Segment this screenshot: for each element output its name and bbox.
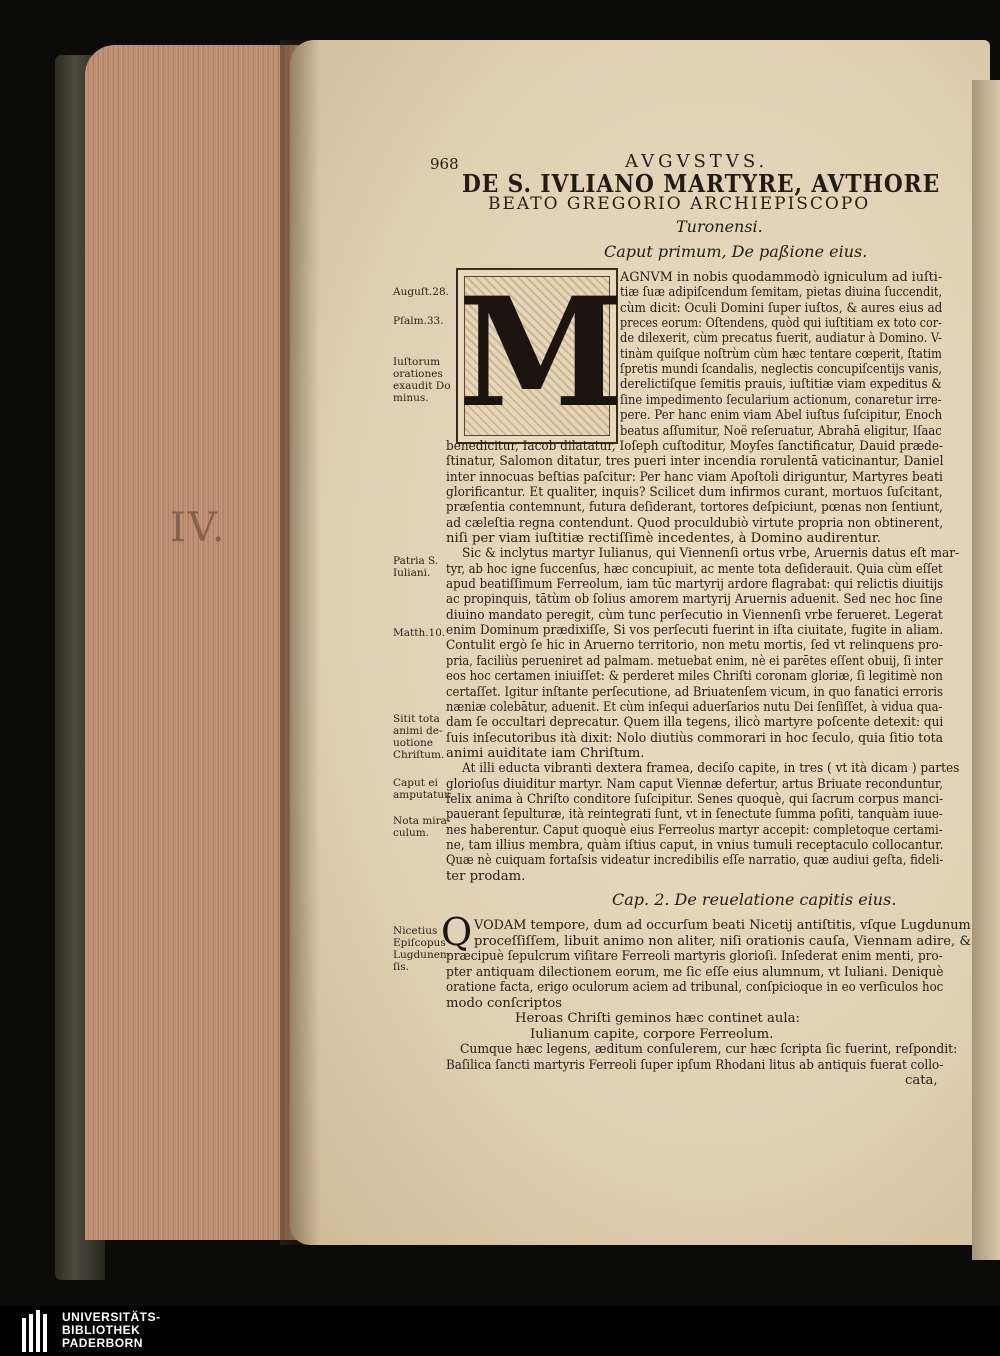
text-line: derelictiſque ſemitis prauis, iuſtitiæ viam expeditus & <box>620 377 942 393</box>
chapter-1-heading: Caput primum, De paßione eius. <box>604 242 868 261</box>
margin-note: Iuſtorum orationes exaudit Do minus. <box>393 356 451 404</box>
text-line: pria, faciliùs perueniret ad palmam. metuebat enim, nè ei parētes eſſent obuij, ſi inter <box>446 653 943 669</box>
library-name-line-3: PADERBORN <box>62 1336 143 1350</box>
page-gutter <box>280 40 320 1245</box>
title-line-1: DE S. IVLIANO MARTYRE, AVTHORE <box>462 169 941 198</box>
text-line: felix anima à Chriſto conditore ſuſcipitur. Senes quoquè, qui ſacrum corpus manci- <box>446 791 944 807</box>
text-line: pter antiquam dilectionem eorum, me ſic eſſe eius alumnum, vt Iuliani. Deniquè <box>446 964 944 980</box>
text-line: ne, tam illius membra, quàm iſtius caput, in vnius tumuli receptaculo collocantur. <box>446 837 944 853</box>
text-line: dam ſe occultari deprecatur. Quem illa tegens, ilicò martyre poſcente detexit: qui <box>446 715 944 731</box>
text-line: enim Dominum prædixiſſe, Si vos perſecuti fuerint in iſta ciuitate, fugite in aliam. <box>446 623 944 638</box>
text-line: tyr, ab hoc igne ſuccenſus, hæc concupiuit, ac mente tota deſiderauit. Quia cùm eſſet <box>446 561 943 577</box>
running-head: AVGVSTVS. <box>625 151 769 172</box>
text-line: ac propinquis, tātùm ob ſolius amorem martyrij Aruernis aduenit. Sed nec hoc ſine <box>446 592 943 608</box>
margin-note: Nota mira- culum. <box>393 815 451 839</box>
margin-note: Pſalm.33. <box>393 315 444 327</box>
text-line: glorioſus diuiditur martyr. Nam caput Viennæ defertur, artus Briuate reconduntur, <box>446 776 944 792</box>
text-line: eos hoc certamen iniuiſſet: & perderet miles Chriſti coronam gloriæ, ſi legitimè non <box>446 669 943 685</box>
text-line: Cumque hæc legens, æditum conſulerem, cur hæc ſcripta ſic fuerint, reſpondit: <box>460 1042 958 1057</box>
text-line: inter innocuas beſtias paſcitur: Per hanc viam Apoſtoli diriguntur, Martyres beati <box>446 469 943 485</box>
title-line-3: Turonensi. <box>676 217 763 236</box>
fore-edge-stamp: IV. <box>170 505 227 551</box>
text-line: preces eorum: Oſtendens, quòd qui iuſtitiam ex toto cor- <box>620 316 942 332</box>
text-line: animi auiditate iam Chriſtum. <box>446 745 645 761</box>
text-line: Heroas Chriſti geminos hæc continet aula: <box>515 1011 800 1026</box>
text-line: tiæ ſuæ adipiſcendum ſemitam, pietas diuina ſuccendit, <box>620 285 943 301</box>
initial-letter-q: Q <box>441 910 473 954</box>
text-line: præcipuè ſepulcrum viſitare Ferreoli martyris glorioſi. Inſederat enim menti, pro- <box>446 949 943 964</box>
library-name-line-1: UNIVERSITÄTS- <box>62 1310 161 1324</box>
margin-note: Auguſt.28. <box>393 286 449 298</box>
text-line: cata, <box>905 1073 938 1088</box>
text-line: VODAM tempore, dum ad occurſum beati Nicetij antiſtitis, vſque Lugdunum <box>474 918 971 933</box>
library-name-line-2: BIBLIOTHEK <box>62 1323 141 1337</box>
text-line: Iulianum capite, corpore Ferreolum. <box>530 1026 774 1042</box>
text-line: Contulit ergò ſe hic in Aruerno territorio, non metu mortis, ſed vt relinquens pro- <box>446 638 943 654</box>
decorated-initial-m <box>456 265 625 444</box>
text-line: AGNVM in nobis quodammodò igniculum ad iuſti- <box>620 270 943 285</box>
title-line-2: BEATO GREGORIO ARCHIEPISCOPO <box>488 194 871 214</box>
margin-note: Nicetius Epiſcopus Lugdunen- ſis. <box>393 925 451 973</box>
text-line: apud beatiſſimum Ferreolum, iam tūc martyrij ardore flagrabat: qui relictis diuitijs <box>446 577 944 592</box>
initial-letter: M <box>458 265 625 441</box>
margin-note: Sitit tota animi de- uotione Chriſtum. <box>393 713 445 761</box>
text-line: benedicitur, Iacob dilatatur, Ioſeph cuſtoditur, Moyſes ſanctificatur, Dauid præde- <box>446 438 944 454</box>
text-line: certaſſet. Igitur inſtante perſecutione, ad Briuatenſem vicum, in quo fanatici erroris <box>446 684 944 700</box>
text-line: ſine impedimento ſecularium actionum, conaretur irre- <box>620 392 942 408</box>
margin-note: Patria S. Iuliani. <box>393 555 439 579</box>
chapter-2-heading: Cap. 2. De reuelatione capitis eius. <box>612 890 897 909</box>
page-number: 968 <box>430 155 459 173</box>
text-line: præſentia contemnunt, futura deſiderant, tortores deſpiciunt, pœnas non ſentiunt, <box>446 500 943 516</box>
text-line: ter prodam. <box>446 868 526 884</box>
text-line: Quæ nè cuiquam fortaſsis videatur incredibilis eſſe narratio, quæ audiui geſta, fideli- <box>446 853 944 869</box>
text-line: Baſilica ſancti martyris Ferreoli ſuper ipſum Rhodani litus ab antiquis fuerat collo- <box>446 1057 944 1073</box>
text-line: næniæ colebātur, aduenit. Et cùm inſequi aduerſarios nutu Dei ſenſiſſet, à vidua qua- <box>446 699 943 715</box>
text-line: diuino mandato peregit, cùm tunc perſecutio in Viennenſi vrbe ferueret. Legerat <box>446 607 943 623</box>
text-line: pauerant ſepulturæ, ità reintegrati ſunt, vt in ſenectute ſumma poſiti, tanquàm iuue- <box>446 807 943 823</box>
ub-paderborn-logo-icon <box>22 1310 52 1352</box>
text-line: cùm dicit: Oculi Domini ſuper iuſtos, & aures eius ad <box>620 300 943 316</box>
text-line: modo conſcriptos <box>446 995 563 1011</box>
text-line: oratione facta, erigo oculorum aciem ad tribunal, conſpicioque in eo verſiculos hoc <box>446 980 944 995</box>
margin-note: Matth.10. <box>393 627 446 639</box>
text-line: beatus aſſumitur, Noë reſeruatur, Abrahā eligitur, Iſaac <box>620 423 942 439</box>
text-line: Sic & inclytus martyr Iulianus, qui Viennenſi ortus vrbe, Aruernis datus eſt mar- <box>462 546 960 562</box>
text-line: tinàm quiſque noſtrùm cùm hæc tentare cœperit, ſtatim <box>620 346 942 362</box>
text-line: ſpretis mundi ſcandalis, neglectis concupiſcentijs vanis, <box>620 362 943 378</box>
text-line: de dilexerit, cùm precatus fuerit, audiatur à Domino. V- <box>620 331 942 347</box>
text-line: At illi educta vibranti dextera framea, deciſo capite, in tres ( vt ità dicam ) partes <box>462 761 960 777</box>
text-line: ſtinatur, Salomon ditatur, tres pueri inter incendia rorulentā vaticinantur, Daniel <box>446 454 944 470</box>
margin-note: Caput ei amputatur. <box>393 777 452 801</box>
text-line: ad cæleſtia regna contendunt. Quod proculdubiò virtute propria non obtinerent, <box>446 515 944 531</box>
text-line: proceſſiſſem, libuit animo non aliter, niſi orationis cauſa, Viennam adire, & <box>474 933 972 949</box>
text-line: nes haberentur. Caput quoquè eius Ferreolus martyr accepit: completoque certami- <box>446 822 943 838</box>
text-line: ſuis inſecutoribus ità dixit: Nolo diutiùs commorari in hoc ſeculo, quia ſitio tota <box>446 730 944 746</box>
text-line: glorificantur. Et qualiter, inquis? Scilicet dum infirmos curant, mortuos ſuſcitant, <box>446 484 943 500</box>
text-line: niſi per viam iuſtitiæ rectiſſimè incedentes, à Domino audirentur. <box>446 531 881 546</box>
text-line: pere. Per hanc enim viam Abel iuſtus ſuſcipitur, Enoch <box>620 408 943 424</box>
